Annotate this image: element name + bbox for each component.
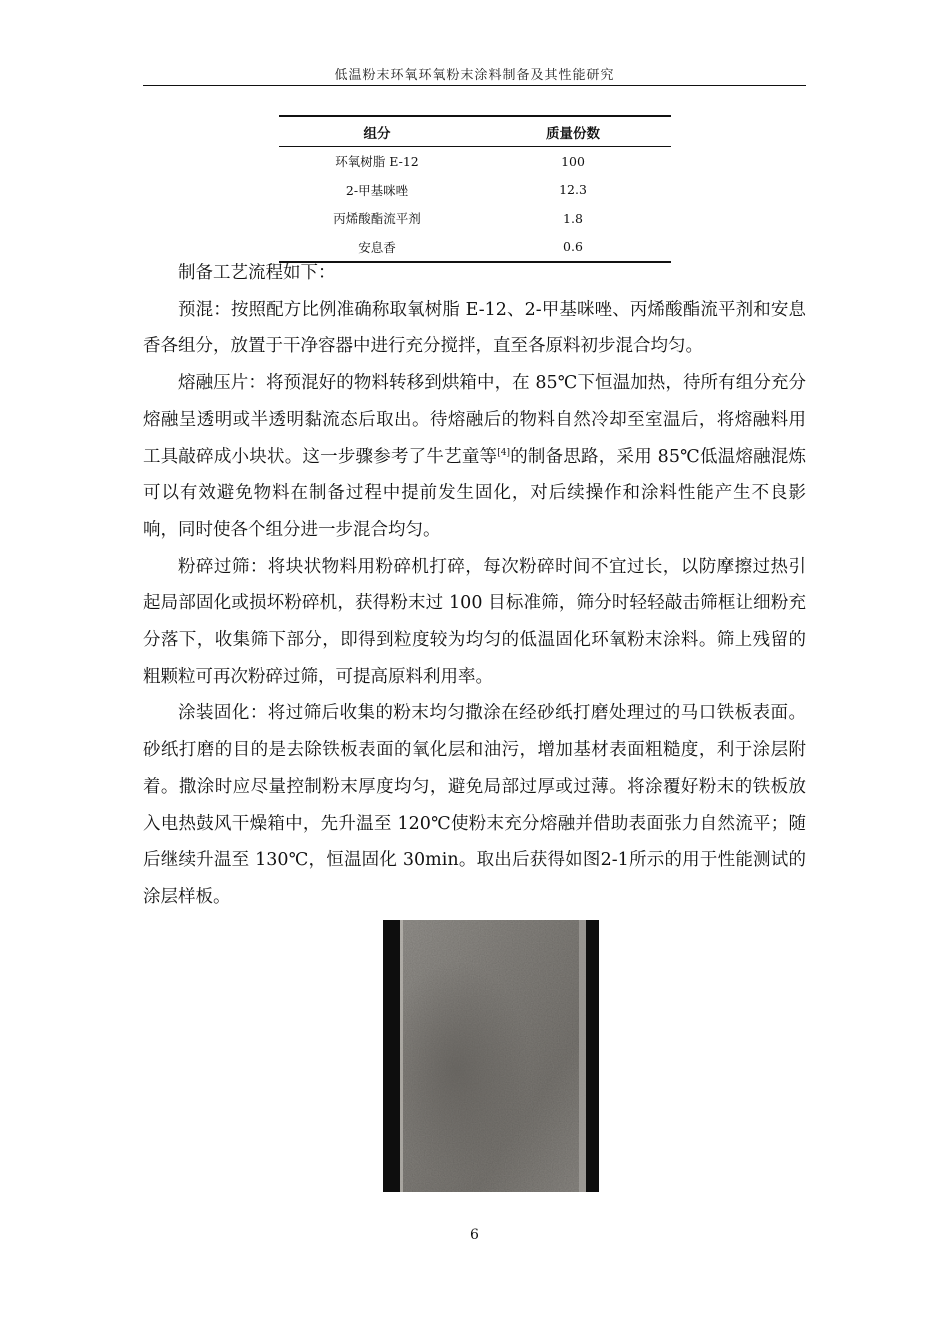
body-text [143,255,806,916]
formula-table-container [279,115,671,263]
melt-text-after-ref: 的制备思路，采用 85℃低温熔融混炼可以有效避免物料在制备过程中提前发生固化，对后续操作和涂料性能产生不良影响，同时使各个组分进一步混合均匀。 [143,446,807,540]
running-header: 低温粉末环氧环氧粉末涂料制备及其性能研究 [334,68,615,83]
column-header-mass-parts: 质量份数 [475,116,671,147]
formula-table [279,115,671,263]
cell-mass-parts: 12.3 [559,182,587,198]
cell-component: 2-甲基咪唑 [345,182,409,198]
table-row [279,176,671,205]
coating-sample-photo [383,920,599,1192]
paragraph-melt-press [143,365,806,549]
header-rule [143,85,806,86]
table-header-row [279,116,671,147]
cell-component: 安息香 [358,239,396,255]
paragraph-coating-curing: 涂装固化：将过筛后收集的粉末均匀撒涂在经砂纸打磨处理过的马口铁板表面。砂纸打磨的目的是去除铁板表面的氧化层和油污，增加基材表面粗糙度，利于涂层附着。撒涂时应尽量控制粉末厚度均匀，避免局部过厚或过薄。将涂覆好粉末的铁板放入电热鼓风干燥箱中，先升温至 120℃使粉末充分熔融并借助表面张力自然流平；随后继续升温至 130℃，恒温固化 30min。取出后获得如图2-1所示的用于性能测试的涂层样板。 [143,703,806,907]
table-row [279,204,671,233]
melt-text-before-ref: 熔融压片：将预混好的物料转移到烘箱中，在 85℃下恒温加热，待所有组分充分熔融呈透明或半透明黏流态后取出。待熔融后的物料自然冷却至室温后，将熔融料用工具敲碎成小块状。这一步骤参考了牛艺童等 [143,373,806,467]
paragraph-crush-sieve: 粉碎过筛：将块状物料用粉碎机打碎，每次粉碎时间不宜过长，以防摩擦过热引起局部固化或损坏粉碎机，获得粉末过 100 目标准筛，筛分时轻轻敲击筛框让细粉充分落下，收集筛下部分，即得到粒度较为均匀的低温固化环氧粉末涂料。筛上残留的粗颗粒可再次粉碎过筛，可提高原料利用率。 [143,556,806,687]
page-number: 6 [470,1227,479,1243]
cell-mass-parts: 1.8 [563,210,583,226]
paragraph-premix: 预混：按照配方比例准确称取氧树脂 E-12、2-甲基咪唑、丙烯酸酯流平剂和安息香各组分，放置于干净容器中进行充分搅拌，直至各原料初步混合均匀。 [143,299,806,357]
cell-component: 丙烯酸酯流平剂 [333,211,421,227]
cell-component: 环氧树脂 E-12 [335,154,419,170]
coating-sample-image [383,920,599,1192]
column-header-component: 组分 [279,116,475,147]
table-row [279,147,671,176]
cell-mass-parts: 100 [561,153,585,169]
citation-ref[interactable]: [4] [497,447,510,458]
cell-mass-parts: 0.6 [563,239,583,255]
paragraph-intro: 制备工艺流程如下： [178,263,336,283]
